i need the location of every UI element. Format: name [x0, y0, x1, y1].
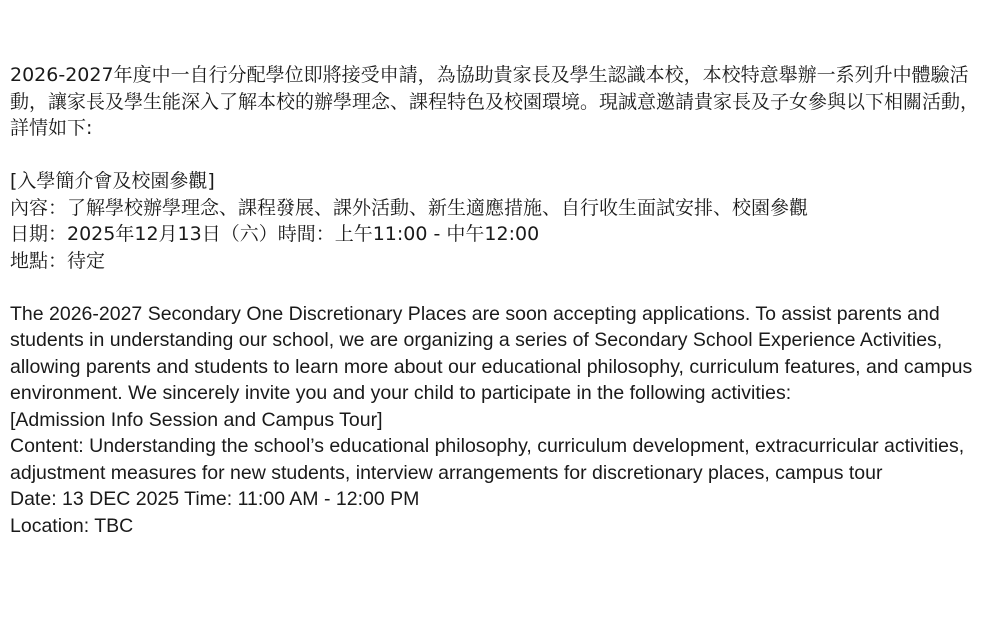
zh-event-location: 地點：待定 — [10, 249, 106, 272]
paragraph-spacer — [10, 142, 982, 169]
announcement-document — [10, 62, 982, 539]
english-section — [10, 301, 982, 540]
en-event-datetime: Date: 13 DEC 2025 Time: 11:00 AM - 12:00 PM — [10, 488, 420, 510]
zh-event-datetime: 日期：2025年12月13日（六）時間：上午11:00 - 中午12:00 — [10, 223, 540, 245]
en-event-location: Location: TBC — [10, 514, 134, 537]
zh-event-title: [入學簡介會及校園參觀] — [10, 170, 215, 192]
en-intro-paragraph: The 2026-2027 Secondary One Discretionary Places are soon accepting applications. To assist parents and students in understanding our school, we are organizing a series of Secondary School Experience Activities, allowing parents and students to learn more about our educational philosophy, curriculum features, and campus environment. We sincerely invite you and your child to participate in the following activities: — [10, 302, 973, 404]
zh-intro-paragraph: 2026-2027年度中一自行分配學位即將接受申請，為協助貴家長及學生認識本校，本校特意舉辦一系列升中體驗活動，讓家長及學生能深入了解本校的辦學理念、課程特色及校園環境。現誠意邀請貴家長及子女參與以下相關活動，詳情如下: — [10, 64, 980, 139]
en-event-title: [Admission Info Session and Campus Tour] — [10, 408, 383, 431]
paragraph-spacer — [10, 274, 982, 301]
zh-event-content: 內容：了解學校辦學理念、課程發展、課外活動、新生適應措施、自行收生面試安排、校園參觀 — [10, 196, 809, 219]
en-event-content: Content: Understanding the school’s educational philosophy, curriculum development, extracurricular activities, adjustment measures for new students, interview arrangements for discretionary places, campus tour — [10, 435, 965, 484]
